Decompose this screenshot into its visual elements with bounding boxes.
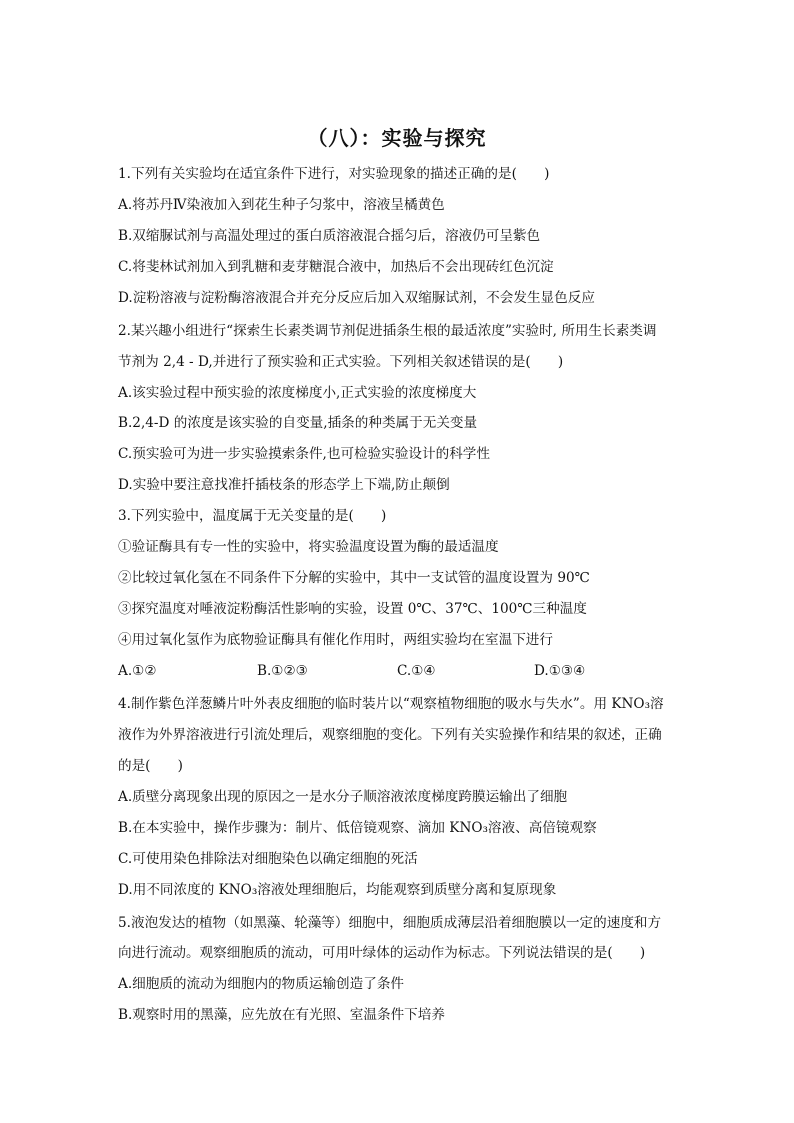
q3-statement-4: ④用过氧化氢作为底物验证酶具有催化作用时，两组实验均在室温下进行: [118, 632, 553, 648]
q4-stem-line-3: 的是( ): [118, 758, 183, 774]
q3-option-c: C.①④: [397, 663, 436, 679]
q5-option-b: B.观察时用的黑藻，应先放在有光照、室温条件下培养: [118, 1007, 445, 1023]
q1-option-c: C.将斐林试剂加入到乳糖和麦芽糖混合液中，加热后不会出现砖红色沉淀: [118, 259, 554, 275]
q3-statement-1: ①验证酶具有专一性的实验中，将实验温度设置为酶的最适温度: [118, 539, 499, 555]
q4-option-c: C.可使用染色排除法对细胞染色以确定细胞的死活: [118, 851, 418, 867]
q2-option-d: D.实验中要注意找准扦插枝条的形态学上下端,防止颠倒: [118, 477, 450, 493]
q2-option-c: C.预实验可为进一步实验摸索条件,也可检验实验设计的科学性: [118, 446, 490, 462]
q5-option-a: A.细胞质的流动为细胞内的物质运输创造了条件: [118, 976, 405, 992]
q2-stem-line-2: 节剂为 2,4 - D,并进行了预实验和正式实验。下列相关叙述错误的是( ): [118, 354, 564, 370]
q1-option-d: D.淀粉溶液与淀粉酶溶液混合并充分反应后加入双缩脲试剂，不会发生显色反应: [118, 290, 595, 306]
q3-stem: 3.下列实验中，温度属于无关变量的是( ): [118, 508, 387, 524]
q4-option-a: A.质壁分离现象出现的原因之一是水分子顺溶液浓度梯度跨膜运输出了细胞: [118, 789, 568, 805]
q4-option-b: B.在本实验中，操作步骤为：制片、低倍镜观察、滴加 KNO₃溶液、高倍镜观察: [118, 820, 597, 836]
q1-option-a: A.将苏丹Ⅳ染液加入到花生种子匀浆中，溶液呈橘黄色: [118, 197, 445, 213]
q3-option-a: A.①②: [118, 663, 157, 679]
q5-stem-line-1: 5.液泡发达的植物（如黑藻、轮藻等）细胞中，细胞质成薄层沿着细胞膜以一定的速度和方: [118, 915, 662, 931]
q2-option-b: B.2,4-D 的浓度是该实验的自变量,插条的种类属于无关变量: [118, 415, 478, 431]
q4-stem-line-1: 4.制作紫色洋葱鳞片叶外表皮细胞的临时装片以“观察植物细胞的吸水与失水”。用 KNO₃溶: [118, 696, 664, 712]
q5-stem-line-2: 向进行流动。观察细胞质的流动，可用叶绿体的运动作为标志。下列说法错误的是( ): [118, 945, 646, 961]
q4-stem-line-2: 液作为外界溶液进行引流处理后，观察细胞的变化。下列有关实验操作和结果的叙述，正确: [118, 727, 662, 743]
q3-options-row: [118, 662, 688, 680]
q1-option-b: B.双缩脲试剂与高温处理过的蛋白质溶液混合摇匀后，溶液仍可呈紫色: [118, 228, 541, 244]
q4-option-d: D.用不同浓度的 KNO₃溶液处理细胞后，均能观察到质壁分离和复原现象: [118, 882, 557, 898]
page-title: （八）：实验与探究: [307, 126, 487, 150]
q1-stem: 1.下列有关实验均在适宜条件下进行，对实验现象的描述正确的是( ): [118, 166, 550, 182]
q3-statement-2: ②比较过氧化氢在不同条件下分解的实验中，其中一支试管的温度设置为 90℃: [118, 570, 590, 586]
q3-statement-3: ③探究温度对唾液淀粉酶活性影响的实验，设置 0℃、37℃、100℃三种温度: [118, 601, 587, 617]
q2-option-a: A.该实验过程中预实验的浓度梯度小,正式实验的浓度梯度大: [118, 385, 477, 401]
q2-stem-line-1: 2.某兴趣小组进行“探索生长素类调节剂促进插条生根的最适浓度”实验时, 所用生长素类调: [118, 323, 657, 339]
q3-option-b: B.①②③: [257, 663, 308, 679]
q3-option-d: D.①③④: [534, 663, 586, 679]
